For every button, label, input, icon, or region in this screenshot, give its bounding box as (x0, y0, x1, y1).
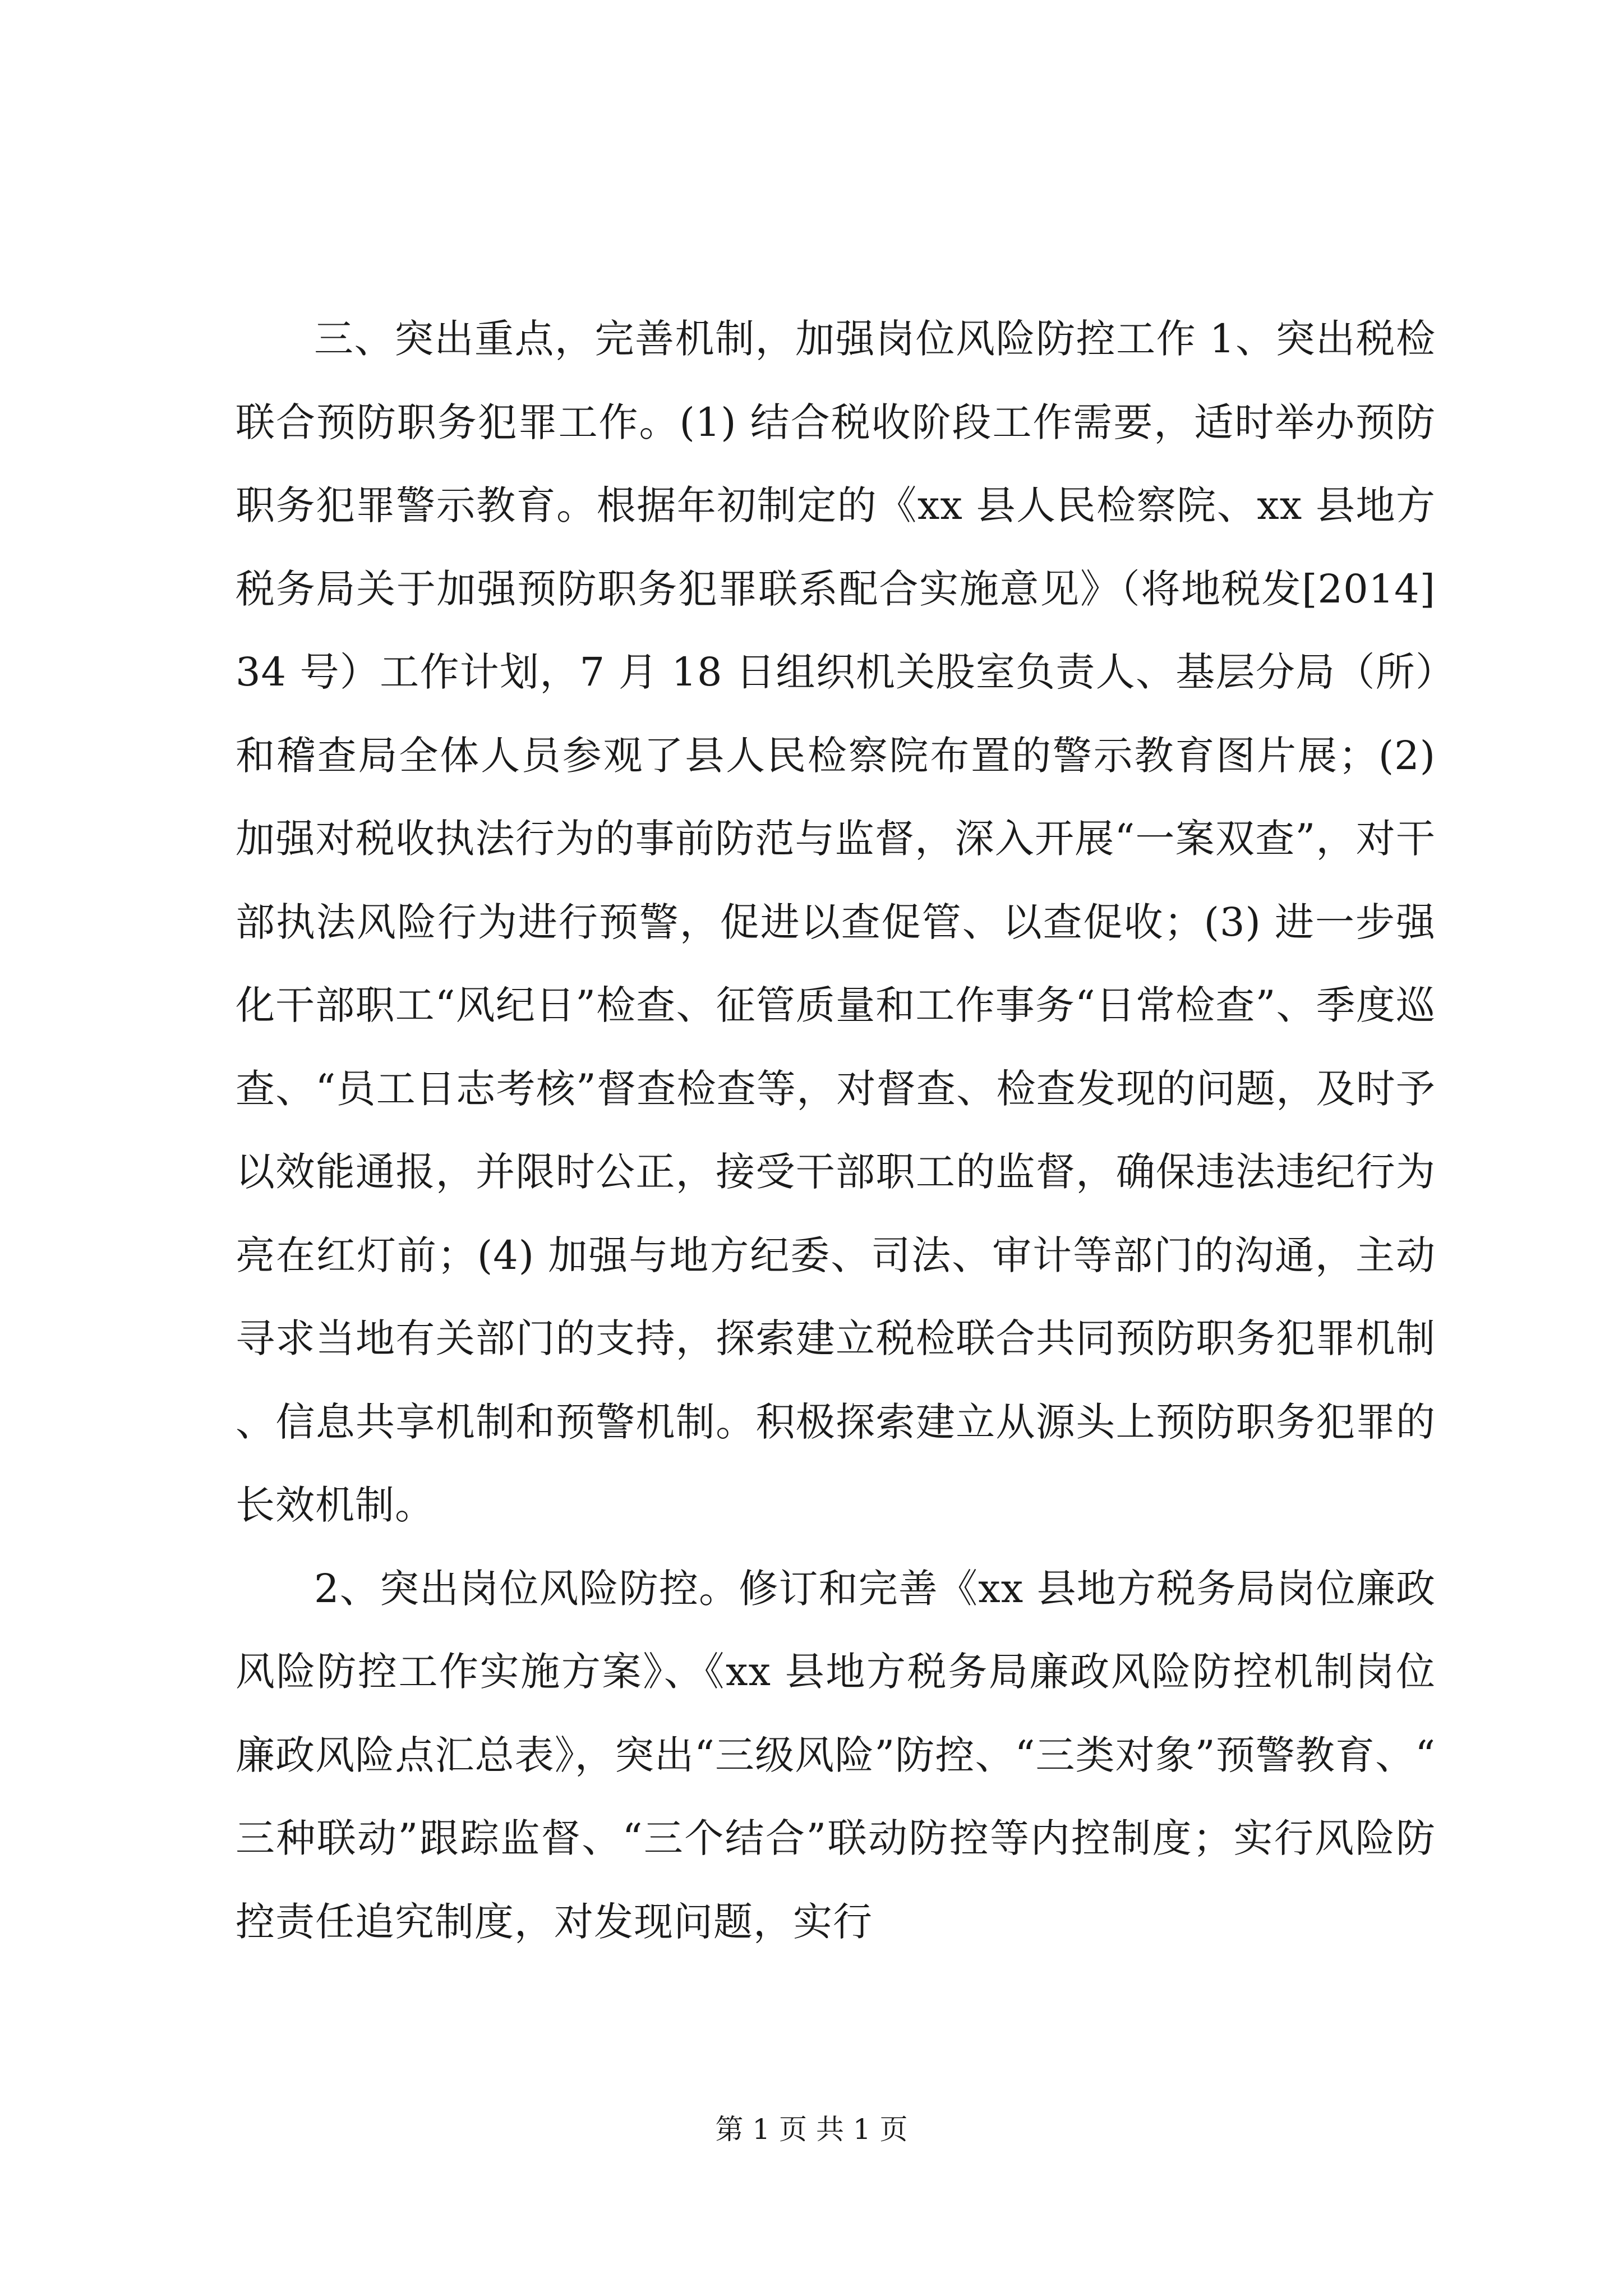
paragraph-1: 三、突出重点，完善机制，加强岗位风险防控工作 1、突出税检联合预防职务犯罪工作。(1) 结合税收阶段工作需要，适时举办预防职务犯罪警示教育。根据年初制定的《xx 县人民检察院、xx 县地方税务局关于加强预防职务犯罪联系配合实施意见》（将地税发[2014]34 号）工作计划，7 月 18 日组织机关股室负责人、基层分局（所）和稽查局全体人员参观了县人民检察院布置的警示教育图片展；(2) 加强对税收执法行为的事前防范与监督，深入开展“一案双查”，对干部执法风险行为进行预警，促进以查促管、以查促收；(3) 进一步强化干部职工“风纪日”检查、征管质量和工作事务“日常检查”、季度巡查、“员工日志考核”督查检查等，对督查、检查发现的问题，及时予以效能通报，并限时公正，接受干部职工的监督，确保违法违纪行为亮在红灯前；(4) 加强与地方纪委、司法、审计等部门的沟通，主动寻求当地有关部门的支持，探索建立税检联合共同预防职务犯罪机制、信息共享机制和预警机制。积极探索建立从源头上预防职务犯罪的长效机制。 (236, 316, 1436, 1528)
paragraph-2: 2、突出岗位风险防控。修订和完善《xx 县地方税务局岗位廉政风险防控工作实施方案》、《xx 县地方税务局廉政风险防控机制岗位廉政风险点汇总表》，突出“三级风险”防控、“三类对象”预警教育、“三种联动”跟踪监督、“三个结合”联动防控等内控制度；实行风险防控责任追究制度，对发现问题，实行 (236, 1565, 1436, 1945)
document-body (236, 297, 1436, 1963)
page-footer: 第 1 页 共 1 页 (715, 2113, 908, 2146)
